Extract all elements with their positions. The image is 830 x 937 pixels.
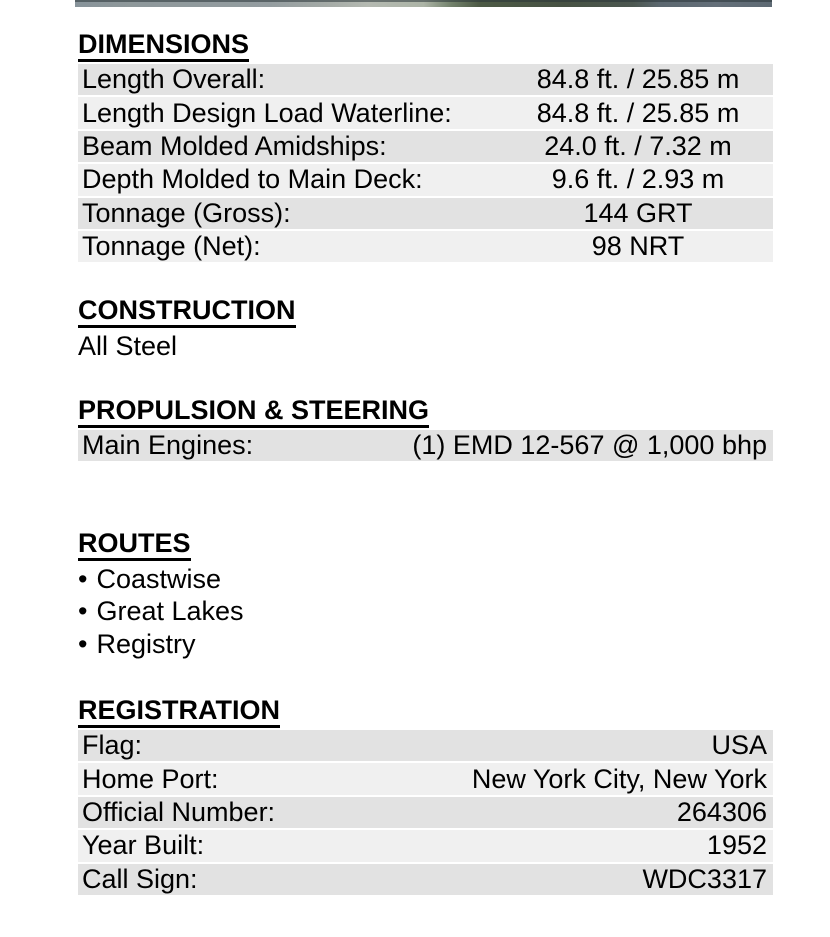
- row-label: Main Engines:: [82, 430, 254, 461]
- table-row: [78, 430, 773, 461]
- row-value: USA: [711, 730, 767, 761]
- section-heading-construction-text: CONSTRUCTION: [78, 296, 296, 328]
- list-item: [78, 563, 773, 596]
- row-label: Length Overall:: [82, 64, 266, 95]
- route-label: Great Lakes: [96, 596, 244, 627]
- row-value: (1) EMD 12-567 @ 1,000 bhp: [412, 430, 767, 461]
- bullet-icon: •: [78, 628, 88, 659]
- table-row: [78, 198, 773, 229]
- registration-table: [78, 730, 773, 897]
- row-value: 24.0 ft. / 7.32 m: [544, 130, 732, 161]
- table-row: [78, 830, 773, 861]
- section-heading-propulsion-text: PROPULSION & STEERING: [78, 396, 429, 428]
- routes-list: [78, 563, 773, 661]
- row-value: 144 GRT: [583, 197, 693, 228]
- bullet-icon: •: [78, 563, 88, 594]
- row-label: Tonnage (Gross):: [82, 197, 291, 228]
- section-heading-dimensions: [78, 30, 249, 62]
- dimensions-table: [78, 64, 773, 264]
- section-heading-registration-text: REGISTRATION: [78, 696, 280, 728]
- section-heading-dimensions-text: DIMENSIONS: [78, 30, 249, 62]
- table-row: [78, 97, 773, 128]
- table-row: [78, 64, 773, 95]
- row-label: Depth Molded to Main Deck:: [82, 164, 423, 195]
- route-label: Coastwise: [96, 563, 221, 594]
- row-value: 1952: [706, 830, 767, 861]
- route-label: Registry: [96, 628, 196, 659]
- table-row: [78, 131, 773, 162]
- row-label: Official Number:: [82, 796, 276, 827]
- row-value: 264306: [676, 796, 767, 827]
- row-label: Home Port:: [82, 763, 219, 794]
- row-value: New York City, New York: [471, 763, 767, 794]
- table-row: [78, 231, 773, 262]
- row-label: Flag:: [82, 730, 143, 761]
- table-row: [78, 797, 773, 828]
- propulsion-table: [78, 430, 773, 463]
- section-heading-construction: [78, 296, 296, 328]
- construction-material: All Steel: [78, 331, 178, 361]
- section-heading-registration: [78, 696, 280, 728]
- section-heading-routes-text: ROUTES: [78, 529, 191, 561]
- row-label: Length Design Load Waterline:: [82, 97, 452, 128]
- row-value: 9.6 ft. / 2.93 m: [551, 164, 725, 195]
- table-row: [78, 164, 773, 195]
- section-heading-propulsion: [78, 396, 429, 428]
- list-item: [78, 628, 773, 661]
- table-row: [78, 730, 773, 761]
- row-label: Tonnage (Net):: [82, 231, 261, 262]
- table-row: [78, 763, 773, 794]
- row-label: Call Sign:: [82, 863, 198, 894]
- bullet-icon: •: [78, 596, 88, 627]
- photo-bottom-edge: [75, 0, 772, 7]
- row-value: 98 NRT: [591, 231, 685, 262]
- list-item: [78, 596, 773, 629]
- row-value: 84.8 ft. / 25.85 m: [536, 64, 740, 95]
- row-value: 84.8 ft. / 25.85 m: [536, 97, 740, 128]
- section-heading-routes: [78, 529, 191, 561]
- row-value: WDC3317: [642, 863, 767, 894]
- row-label: Beam Molded Amidships:: [82, 130, 387, 161]
- table-row: [78, 864, 773, 895]
- row-label: Year Built:: [82, 830, 205, 861]
